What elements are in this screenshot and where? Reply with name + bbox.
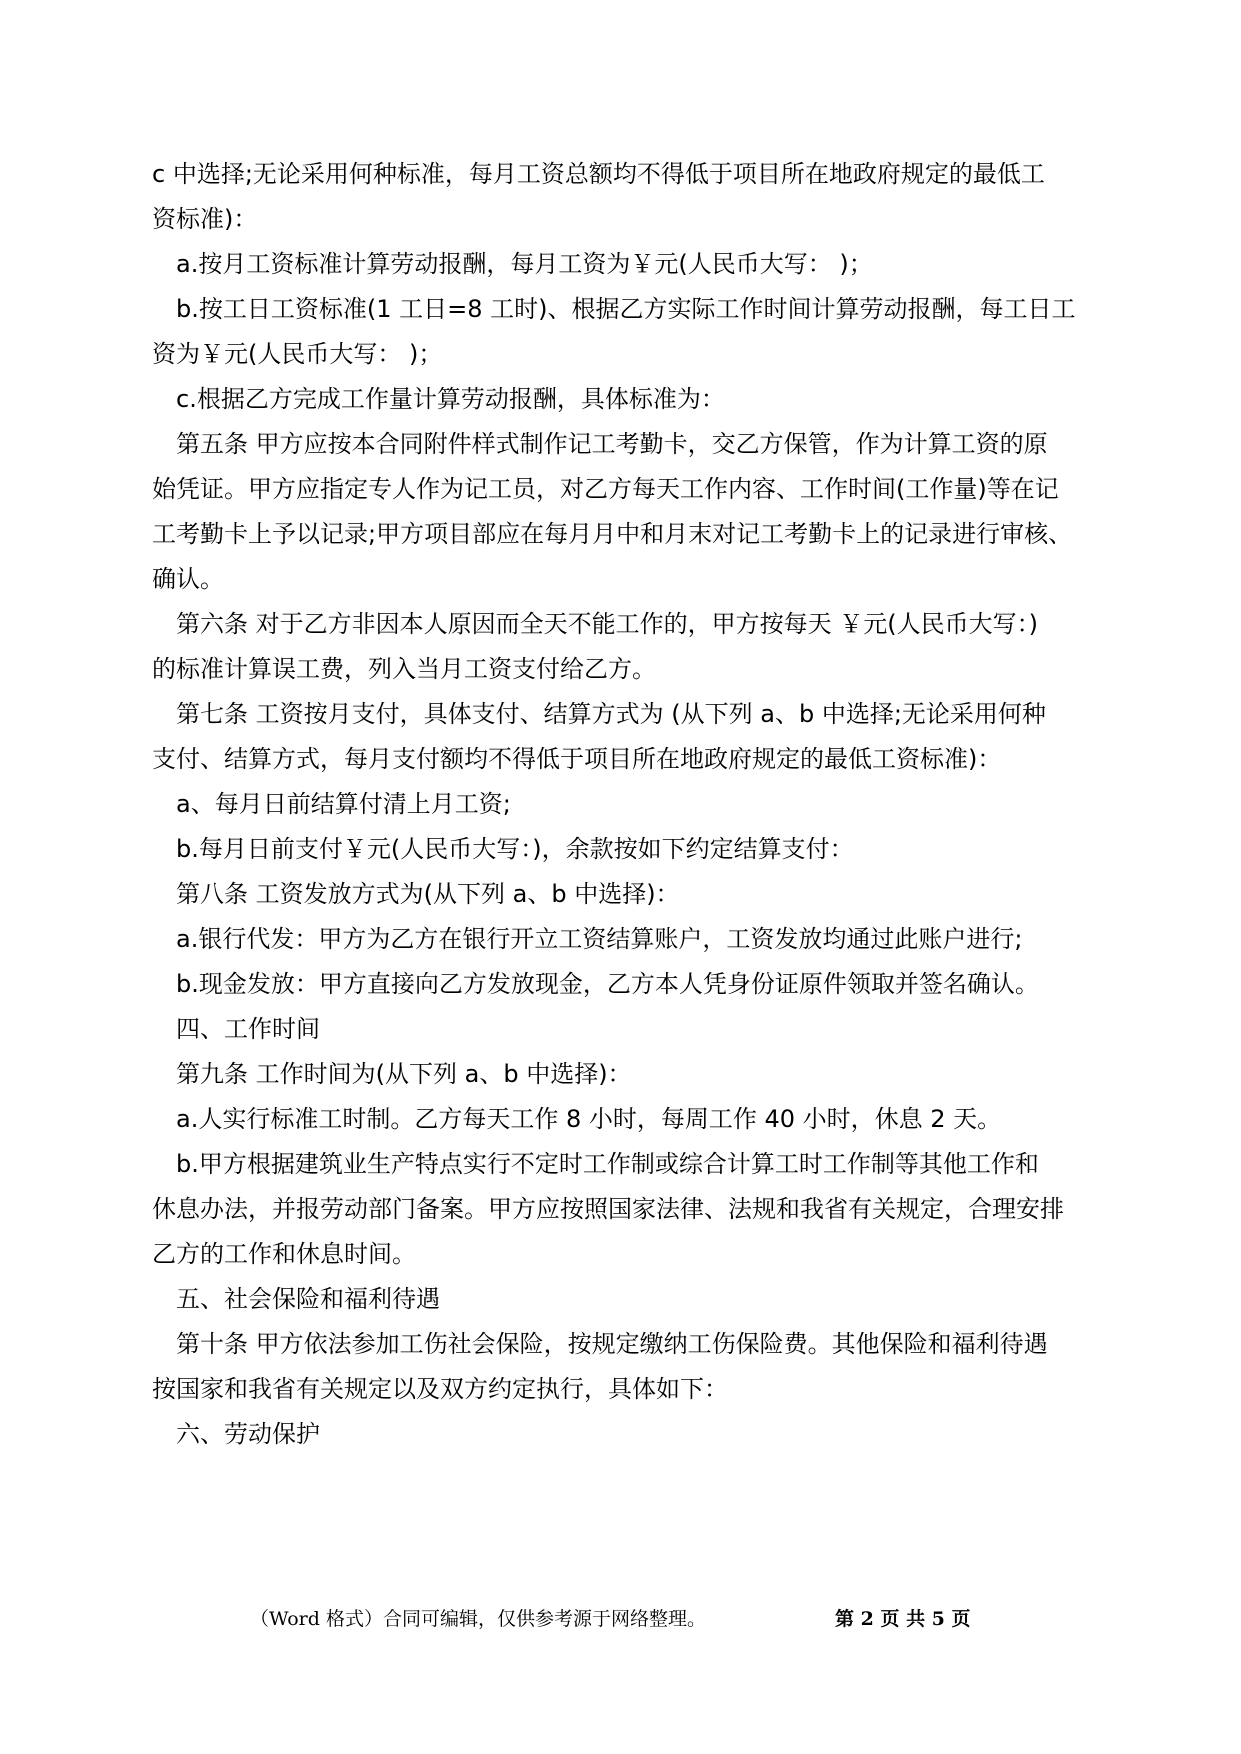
text-line: b.每月日前支付￥元(人民币大写：)，余款按如下约定结算支付： [176, 835, 854, 863]
page-footer [0, 1596, 1241, 1636]
text-line: 的标准计算误工费，列入当月工资支付给乙方。 [152, 655, 656, 683]
text-line: 资标准)： [152, 205, 258, 233]
text-line: 工考勤卡上予以记录;甲方项目部应在每月月中和月末对记工考勤卡上的记录进行审核、 [152, 520, 1073, 548]
text-line: 第五条 甲方应按本合同附件样式制作记工考勤卡，交乙方保管，作为计算工资的原 [176, 430, 1048, 458]
text-line: c 中选择;无论采用何种标准，每月工资总额均不得低于项目所在地政府规定的最低工 [152, 160, 1045, 188]
text-line: b.按工日工资标准(1 工日=8 工时)、根据乙方实际工作时间计算劳动报酬，每工日工 [176, 295, 1076, 323]
text-line: 第七条 工资按月支付，具体支付、结算方式为 (从下列 a、b 中选择;无论采用何种 [176, 700, 1046, 728]
text-line: 确认。 [152, 565, 224, 593]
text-line: 始凭证。甲方应指定专人作为记工员，对乙方每天工作内容、工作时间(工作量)等在记 [152, 475, 1059, 503]
text-line: 按国家和我省有关规定以及双方约定执行，具体如下： [152, 1375, 728, 1403]
text-line: 资为￥元(人民币大写： )； [152, 340, 443, 368]
document-body [152, 152, 1097, 1457]
text-line: 第八条 工资发放方式为(从下列 a、b 中选择)： [176, 880, 680, 908]
footer-note: （Word 格式）合同可编辑，仅供参考源于网络整理。 [250, 1608, 706, 1630]
text-line: 休息办法，并报劳动部门备案。甲方应按照国家法律、法规和我省有关规定，合理安排 [152, 1195, 1064, 1223]
text-line: a、每月日前结算付清上月工资; [176, 790, 511, 818]
text-line: 六、劳动保护 [176, 1420, 320, 1448]
text-line: 第六条 对于乙方非因本人原因而全天不能工作的，甲方按每天 ￥元(人民币大写：) [176, 610, 1038, 638]
text-line: 四、工作时间 [176, 1015, 320, 1043]
text-line: a.按月工资标准计算劳动报酬，每月工资为￥元(人民币大写： )； [176, 250, 873, 278]
text-line: 乙方的工作和休息时间。 [152, 1240, 416, 1268]
text-line: c.根据乙方完成工作量计算劳动报酬，具体标准为： [176, 385, 725, 413]
text-line: 第九条 工作时间为(从下列 a、b 中选择)： [176, 1060, 632, 1088]
text-line: 五、社会保险和福利待遇 [176, 1285, 440, 1313]
text-line: 支付、结算方式，每月支付额均不得低于项目所在地政府规定的最低工资标准)： [152, 745, 1002, 773]
page-number: 第 2 页 共 5 页 [835, 1608, 971, 1630]
text-line: 第十条 甲方依法参加工伤社会保险，按规定缴纳工伤保险费。其他保险和福利待遇 [176, 1330, 1048, 1358]
text-line: b.甲方根据建筑业生产特点实行不定时工作制或综合计算工时工作制等其他工作和 [176, 1150, 1039, 1178]
text-line: b.现金发放：甲方直接向乙方发放现金，乙方本人凭身份证原件领取并签名确认。 [176, 970, 1039, 998]
text-line: a.人实行标准工时制。乙方每天工作 8 小时，每周工作 40 小时，休息 2 天。 [176, 1105, 1002, 1133]
text-line: a.银行代发：甲方为乙方在银行开立工资结算账户，工资发放均通过此账户进行; [176, 925, 1023, 953]
